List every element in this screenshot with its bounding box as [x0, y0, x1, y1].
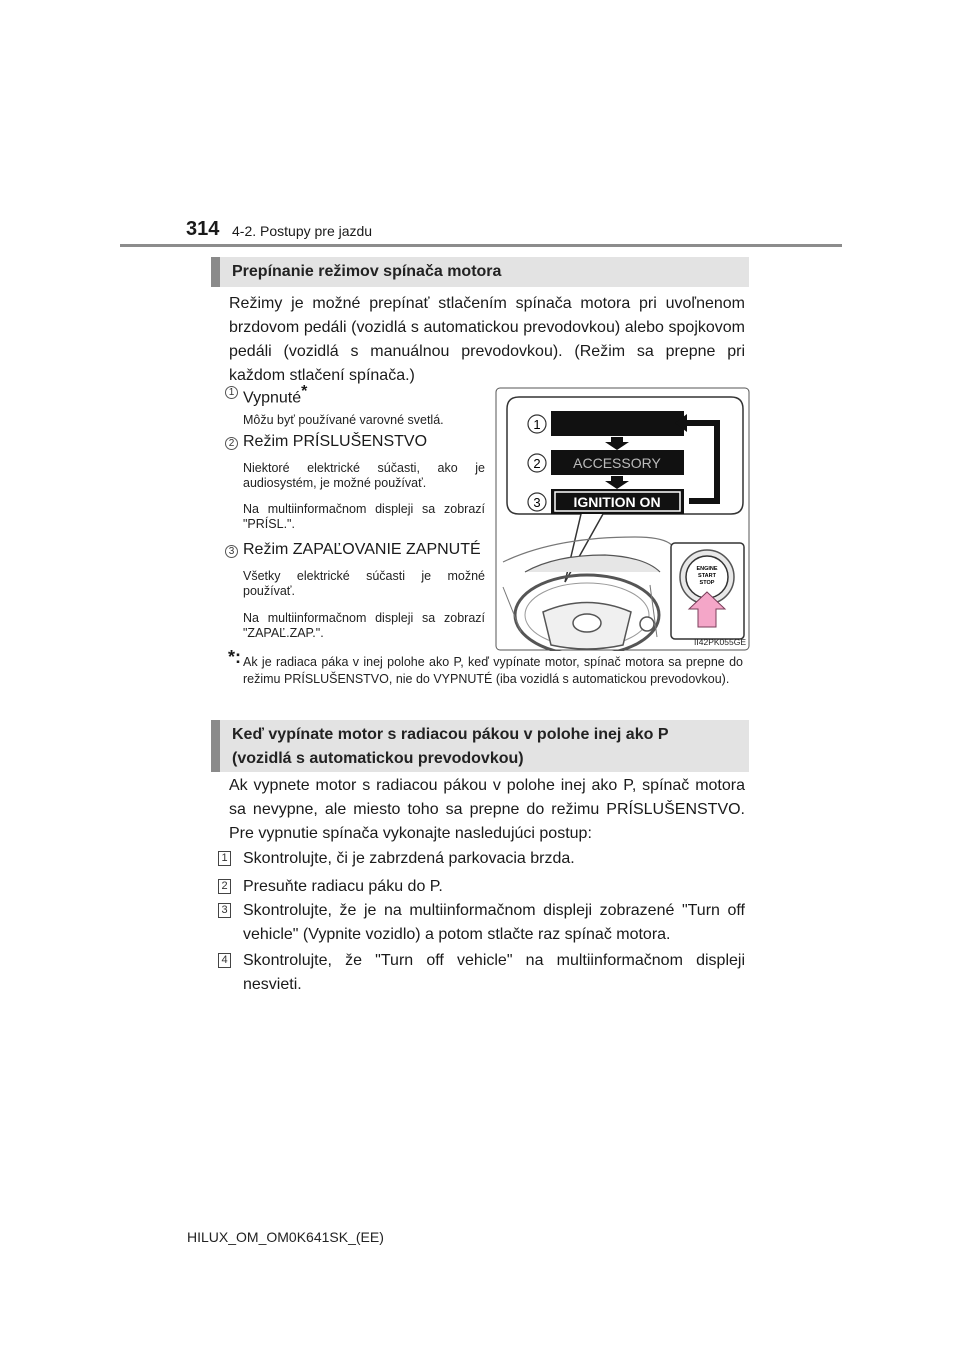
- button-label-stop: STOP: [699, 580, 715, 586]
- item-number-circle: 3: [225, 545, 238, 558]
- ignition-on-label: IGNITION ON: [573, 494, 661, 510]
- section-heading-switching-modes: Prepínanie režimov spínača motora: [211, 257, 749, 287]
- item-description: Všetky elektrické súčasti je možné používať.: [243, 569, 485, 598]
- state-number-3: 3: [533, 495, 541, 510]
- section-path: 4-2. Postupy pre jazdu: [232, 223, 373, 239]
- accessory-label: ACCESSORY: [573, 455, 661, 471]
- section-intro-paragraph: Režimy je možné prepínať stlačením spínača motora pri uvoľnenom brzdovom pedáli (vozidlá s automatickou prevodovkou) alebo spojkovom pedáli (vozidlá s manuálnou prevodovkou). (Režim sa prepne pri každom stlačení spínača.): [229, 295, 745, 384]
- item-title-off: [243, 383, 307, 407]
- section-heading-line: (vozidlá s automatickou prevodovkou): [232, 750, 524, 767]
- asterisk-mark: *: [301, 383, 308, 400]
- state-number-2: 2: [533, 456, 541, 471]
- step-number-box: 2: [218, 879, 231, 894]
- item-description: Na multiinformačnom displeji sa zobrazí "ZAPAĽ.ZAP.".: [243, 611, 485, 640]
- section-heading-shift-not-in-p: [211, 720, 749, 772]
- page-number: 314: [186, 218, 220, 240]
- step-text: Presuňte radiacu páku do P.: [243, 878, 443, 895]
- item-description: Niektoré elektrické súčasti, ako je audiosystém, je možné používať.: [243, 461, 485, 490]
- button-label-start: START: [698, 573, 716, 579]
- step-number-box: 3: [218, 903, 231, 918]
- item-title-ignition-on: Režim ZAPAĽOVANIE ZAPNUTÉ: [243, 541, 481, 558]
- step-text: Skontrolujte, či je zabrzdená parkovacia brzda.: [243, 850, 575, 867]
- section-intro-paragraph: Ak vypnete motor s radiacou pákou v polohe inej ako P, spínač motora sa nevypne, ale miesto toho sa prepne do režimu PRÍSLUŠENSTVO. Pre vypnutie spínača vykonajte nasledujúci postup:: [229, 777, 745, 842]
- item-number-circle: 1: [225, 386, 238, 399]
- illustration-code: II42PK055GE: [694, 637, 746, 647]
- step-number-box: 4: [218, 953, 231, 968]
- item-title-text: Vypnuté: [243, 389, 302, 407]
- footnote-mark: *:: [228, 647, 241, 667]
- item-number-circle: 2: [225, 437, 238, 450]
- step-number-box: 1: [218, 851, 231, 866]
- item-description: Na multiinformačnom displeji sa zobrazí "PRÍSL.".: [243, 502, 485, 531]
- document-code: HILUX_OM_OM0K641SK_(EE): [187, 1229, 384, 1245]
- step-text: Skontrolujte, že "Turn off vehicle" na multiinformačnom displeji nesvieti.: [243, 952, 745, 993]
- button-label-engine: ENGINE: [696, 566, 718, 572]
- item-title-accessory: Režim PRÍSLUŠENSTVO: [243, 433, 428, 450]
- item-description: Môžu byť používané varovné svetlá.: [243, 413, 444, 427]
- section-heading-line: Keď vypínate motor s radiacou pákou v polohe inej ako P: [232, 726, 669, 743]
- state-number-1: 1: [533, 417, 541, 432]
- header-divider: [120, 244, 842, 247]
- engine-switch-illustration: [495, 387, 750, 651]
- footnote-text: Ak je radiaca páka v inej polohe ako P, keď vypínate motor, spínač motora sa prepne do režimu PRÍSLUŠENSTVO, nie do VYPNUTÉ (iba vozidlá s automatickou prevodovkou).: [243, 655, 743, 686]
- step-text: Skontrolujte, že je na multiinformačnom displeji zobrazené "Turn off vehicle" (Vypnite vozidlo) a potom stlačte raz spínač motora.: [243, 902, 745, 943]
